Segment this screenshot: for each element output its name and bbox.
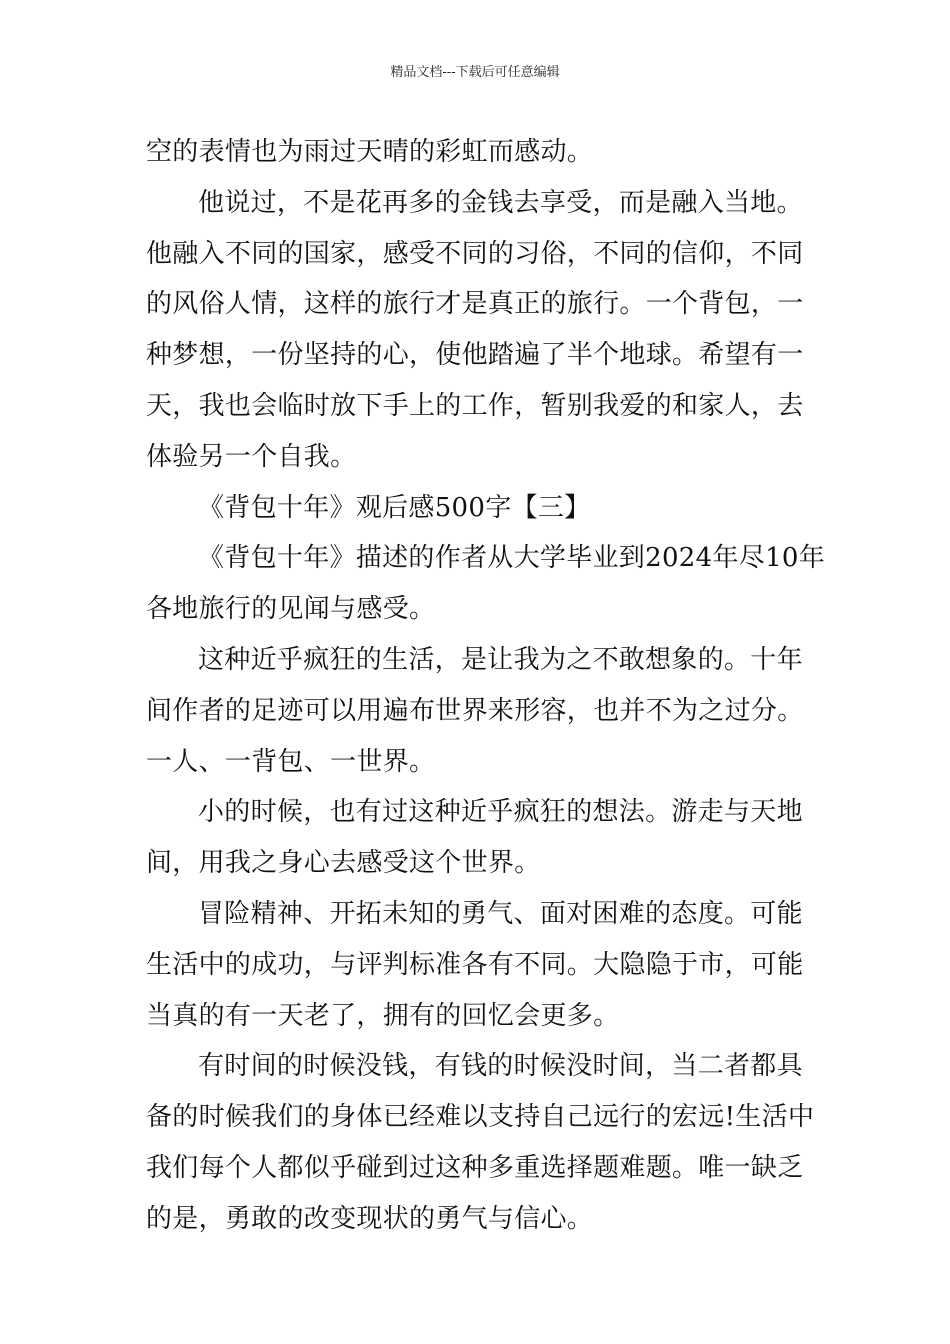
text-line: 天，我也会临时放下手上的工作，暂别我爱的和家人，去 bbox=[146, 390, 804, 421]
paragraph-first-line: 小的时候，也有过这种近乎疯狂的想法。游走与天地 bbox=[198, 797, 803, 828]
paragraph-first-line: 冒险精神、开拓未知的勇气、面对困难的态度。可能 bbox=[198, 898, 803, 929]
text-line: 生活中的成功，与评判标准各有不同。大隐隐于市，可能 bbox=[146, 949, 804, 980]
text-line: 的风俗人情，这样的旅行才是真正的旅行。一个背包，一 bbox=[146, 289, 804, 320]
paragraph-first-line: 这种近乎疯狂的生活，是让我为之不敢想象的。十年 bbox=[198, 644, 803, 675]
section-heading: 《背包十年》观后感500字【三】 bbox=[198, 492, 591, 523]
paragraph-first-line: 有时间的时候没钱，有钱的时候没时间，当二者都具 bbox=[198, 1051, 803, 1082]
document-body bbox=[146, 127, 826, 1245]
text-line: 间，用我之身心去感受这个世界。 bbox=[146, 848, 541, 879]
text-line: 各地旅行的见闻与感受。 bbox=[146, 594, 436, 625]
paragraph-first-line: 他说过，不是花再多的金钱去享受，而是融入当地。 bbox=[198, 187, 803, 218]
text-line: 我们每个人都似乎碰到过这种多重选择题难题。唯一缺乏 bbox=[146, 1152, 804, 1183]
text-line: 间作者的足迹可以用遍布世界来形容，也并不为之过分。 bbox=[146, 695, 804, 726]
text-line: 种梦想，一份坚持的心，使他踏遍了半个地球。希望有一 bbox=[146, 340, 804, 371]
text-line: 体验另一个自我。 bbox=[146, 441, 357, 472]
text-line: 空的表情也为雨过天晴的彩虹而感动。 bbox=[146, 137, 594, 167]
text-line: 的是，勇敢的改变现状的勇气与信心。 bbox=[146, 1203, 594, 1234]
text-line: 他融入不同的国家，感受不同的习俗，不同的信仰，不同 bbox=[146, 238, 804, 269]
paragraph-first-line: 《背包十年》描述的作者从大学毕业到2024年尽10年 bbox=[198, 543, 826, 574]
text-line: 当真的有一天老了，拥有的回忆会更多。 bbox=[146, 1000, 620, 1031]
text-line: 一人、一背包、一世界。 bbox=[146, 746, 436, 777]
page-header: 精品文档---下载后可任意编辑 bbox=[390, 65, 560, 80]
text-line: 备的时候我们的身体已经难以支持自己远行的宏远!生活中 bbox=[146, 1102, 815, 1133]
